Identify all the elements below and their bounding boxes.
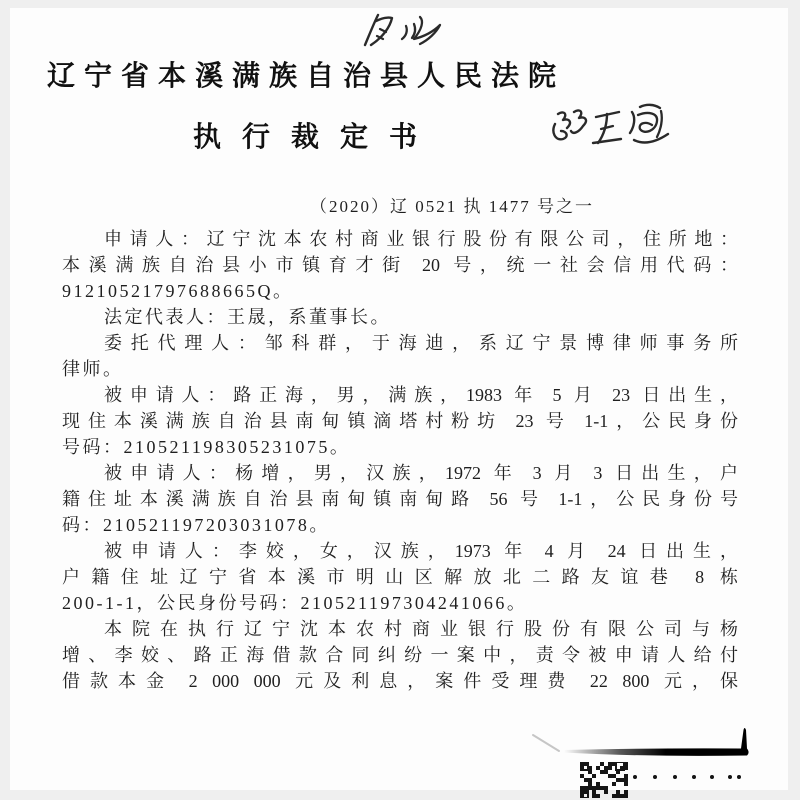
case-number: （2020）辽 0521 执 1477 号之一 (310, 197, 594, 216)
document-line: 码：210521197203031078。 (62, 515, 330, 535)
dot (673, 775, 677, 779)
document-line: 被申请人：杨增，男，汉族，1972 年 3 月 3 日出生，户 (104, 463, 738, 483)
dot (737, 775, 741, 779)
document-line: 本溪满族自治县小市镇育才街 20 号，统一社会信用代码： (62, 255, 738, 275)
document-line: 被申请人：李姣，女，汉族，1973 年 4 月 24 日出生， (104, 541, 738, 561)
dot (728, 775, 732, 779)
qr-code-icon (580, 762, 628, 798)
dot (710, 775, 714, 779)
document-line: 律师。 (62, 359, 124, 379)
dot (653, 775, 657, 779)
document-line: 200-1-1，公民身份号码：210521197304241066。 (62, 593, 528, 613)
document-line: 增、李姣、路正海借款合同纠纷一案中，责令被申请人给付 (62, 645, 738, 665)
document-title: 执行裁定书 (193, 122, 439, 153)
document-line: 91210521797688665Q。 (62, 281, 294, 301)
dot (633, 775, 637, 779)
document-line: 号码：210521198305231075。 (62, 437, 351, 457)
document-line: 本院在执行辽宁沈本农村商业银行股份有限公司与杨 (104, 619, 738, 639)
document-line: 户籍住址辽宁省本溪市明山区解放北二路友谊巷 8 栋 (62, 567, 738, 587)
document-line: 申请人：辽宁沈本农村商业银行股份有限公司，住所地： (104, 229, 738, 249)
document-line: 籍住址本溪满族自治县南甸镇南甸路 56 号 1-1，公民身份号 (62, 489, 738, 509)
document-line: 被申请人：路正海，男，满族，1983 年 5 月 23 日出生， (104, 385, 738, 405)
handwritten-signature (548, 98, 682, 158)
document-line: 委托代理人：邹科群，于海迪，系辽宁景博律师事务所 (104, 333, 738, 353)
handwritten-mark-icon (362, 8, 446, 54)
paper (10, 8, 788, 790)
scan-shadow-artifact (528, 720, 760, 766)
document-line: 现住本溪满族自治县南甸镇滴塔村粉坊 23 号 1-1，公民身份 (62, 411, 738, 431)
dot (692, 775, 696, 779)
document-line: 借款本金 2 000 000 元及利息，案件受理费 22 800 元，保 (62, 671, 738, 691)
court-name: 辽宁省本溪满族自治县人民法院 (47, 61, 566, 92)
document-line: 法定代表人：王晟，系董事长。 (104, 307, 391, 327)
document-body (62, 226, 738, 694)
